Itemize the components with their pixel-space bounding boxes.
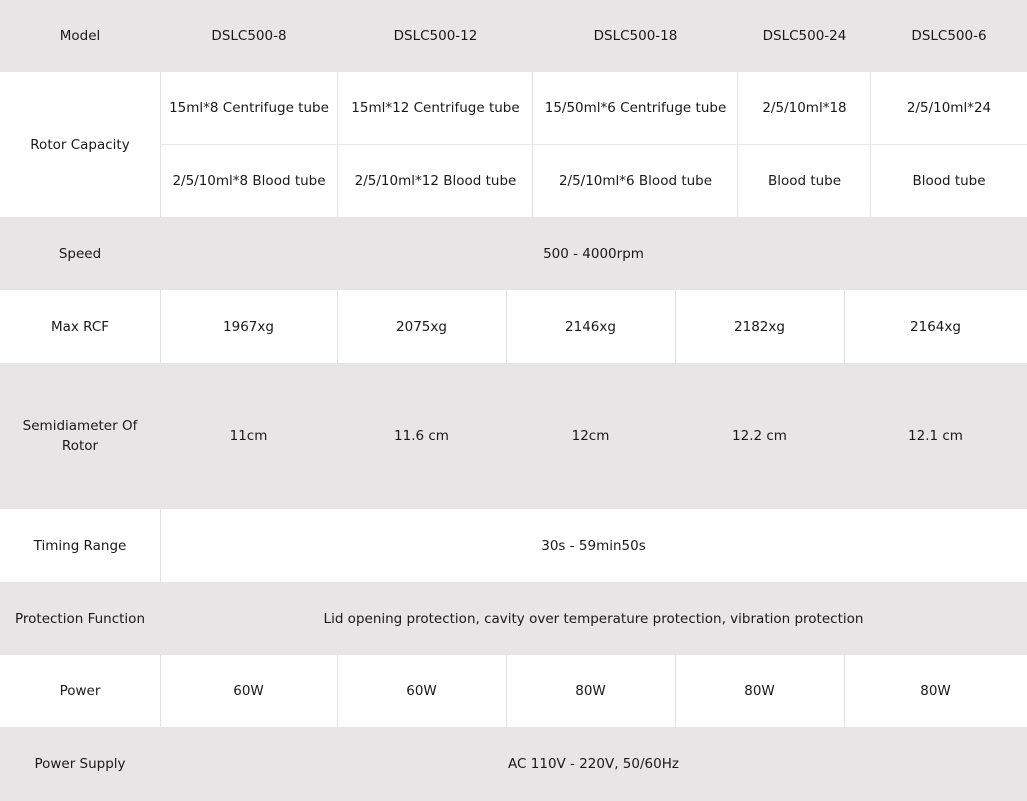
rotor-capacity-cell: 2/5/10ml*18 (762, 100, 847, 116)
rotor-capacity-cell: 2/5/10ml*12 Blood tube (354, 173, 517, 189)
model-label: Model (59, 28, 101, 44)
rotor-capacity-cell: 15ml*12 Centrifuge tube (351, 100, 520, 116)
model-row (0, 0, 1027, 72)
power-supply-label: Power Supply (34, 756, 126, 772)
rotor-capacity-cell: 2/5/10ml*6 Blood tube (558, 173, 713, 189)
max-rcf-label: Max RCF (50, 318, 110, 335)
timing-range-label: Timing Range (33, 537, 127, 554)
max-rcf-value: 2146xg (565, 318, 616, 335)
max-rcf-value: 1967xg (223, 318, 274, 335)
max-rcf-value: 2182xg (734, 318, 785, 335)
rotor-capacity-cell: 2/5/10ml*24 (906, 100, 992, 116)
speed-label: Speed (58, 245, 102, 262)
protection-label: Protection Function (14, 610, 145, 627)
semidiameter-value: 11cm (229, 428, 268, 444)
max-rcf-row (0, 290, 1027, 363)
speed-row (0, 217, 1027, 290)
semidiameter-value: 12.1 cm (908, 428, 963, 444)
semidiameter-value: 12.2 cm (732, 428, 787, 444)
semidiameter-value: 12cm (571, 428, 610, 444)
power-value: 60W (406, 683, 437, 699)
semidiameter-row (0, 363, 1027, 509)
rotor-capacity-label: Rotor Capacity (30, 136, 130, 153)
model-name: DSLC500-18 (593, 28, 678, 44)
power-supply-row (0, 727, 1027, 801)
rotor-capacity-cell: 2/5/10ml*8 Blood tube (172, 173, 326, 189)
power-supply-value: AC 110V - 220V, 50/60Hz (508, 756, 679, 772)
power-value: 60W (233, 683, 264, 699)
rotor-capacity-cell: Blood tube (912, 173, 986, 189)
max-rcf-value: 2164xg (910, 318, 961, 335)
semidiameter-value: 11.6 cm (394, 428, 449, 444)
timing-range-value: 30s - 59min50s (541, 537, 646, 554)
model-name: DSLC500-6 (911, 28, 987, 44)
power-value: 80W (744, 683, 775, 699)
semidiameter-label: Semidiameter Of Rotor (22, 418, 138, 454)
rotor-capacity-row (0, 72, 1027, 217)
max-rcf-value: 2075xg (396, 318, 447, 335)
model-name: DSLC500-8 (211, 28, 287, 44)
protection-value: Lid opening protection, cavity over temperature protection, vibration protection (323, 610, 864, 627)
timing-range-row (0, 509, 1027, 582)
rotor-capacity-cell: 15ml*8 Centrifuge tube (169, 100, 329, 116)
power-value: 80W (575, 683, 606, 699)
power-label: Power (59, 683, 101, 699)
model-name: DSLC500-12 (393, 28, 478, 44)
power-value: 80W (920, 683, 951, 699)
rotor-capacity-cell: 15/50ml*6 Centrifuge tube (544, 100, 727, 116)
model-name: DSLC500-24 (762, 28, 847, 44)
rotor-capacity-cell: Blood tube (767, 173, 842, 189)
speed-value: 500 - 4000rpm (543, 245, 644, 262)
power-row (0, 655, 1027, 727)
protection-row (0, 582, 1027, 655)
